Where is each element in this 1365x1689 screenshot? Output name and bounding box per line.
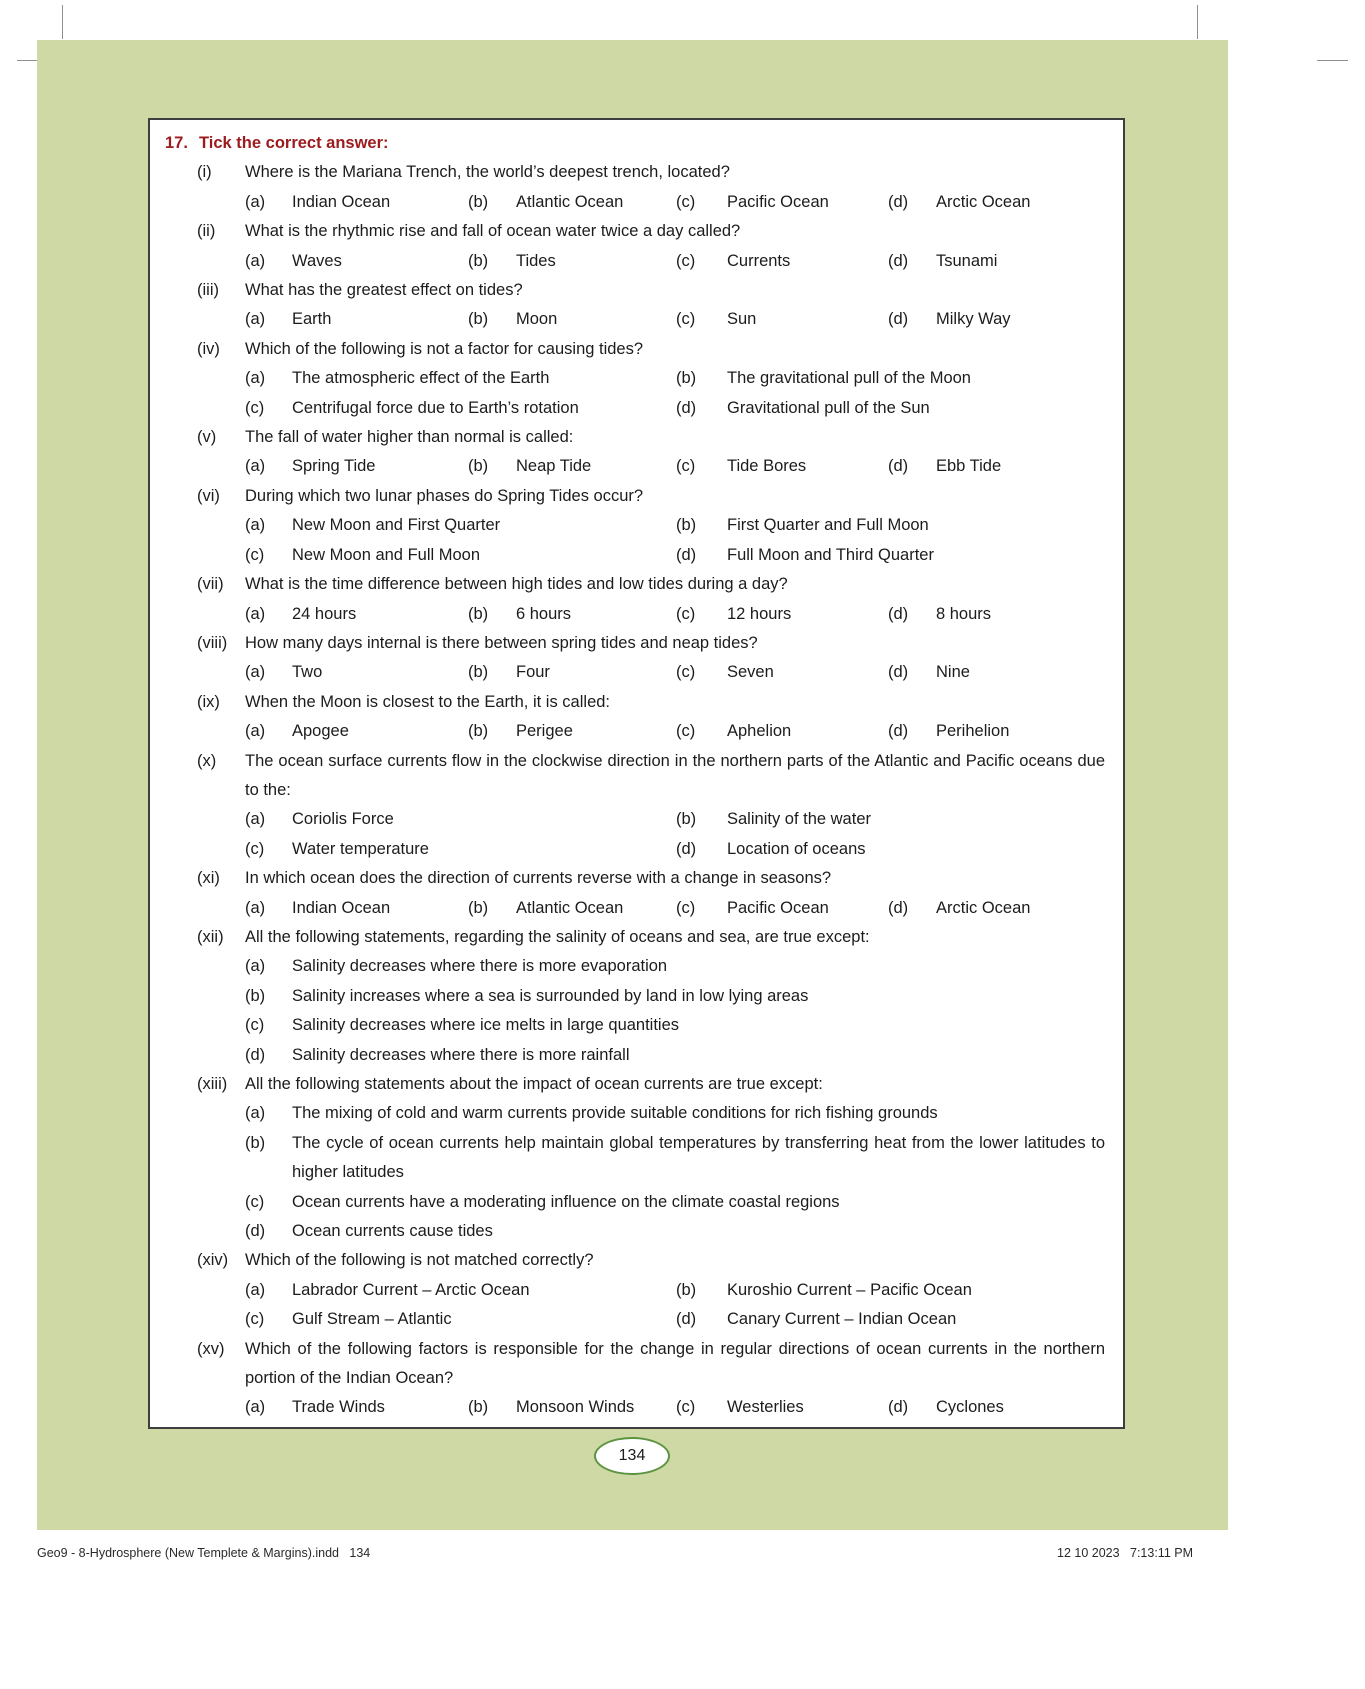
option-letter: (b) [245, 986, 266, 1005]
option-text: Salinity decreases where ice melts in large quantities [292, 1016, 680, 1035]
options [245, 364, 1105, 423]
option-letter: (d) [888, 251, 909, 270]
option-text: Apogee [292, 722, 349, 741]
option-letter: (b) [676, 810, 697, 829]
options [245, 1276, 1105, 1335]
option-letter: (c) [245, 545, 265, 564]
question-number: (i) [197, 163, 212, 182]
option-text: Nine [936, 663, 970, 682]
question-text: What is the time difference between high tides and low tides during a day? [245, 575, 788, 594]
option-text: 12 hours [727, 604, 792, 623]
option-text: Tsunami [936, 251, 998, 270]
option-text: Arctic Ocean [936, 192, 1031, 211]
question-number: (vi) [197, 486, 220, 505]
option-letter: (d) [888, 663, 909, 682]
option-text: Two [292, 663, 323, 682]
option-text: Perihelion [936, 722, 1010, 741]
options [245, 247, 1105, 276]
option-letter: (b) [468, 1398, 489, 1417]
option-letter: (c) [676, 192, 696, 211]
question-number: (xiv) [197, 1251, 229, 1270]
question-text: The ocean surface currents flow in the clockwise direction in the northern parts of the Atlantic and Pacific oceans due to the: [245, 751, 1105, 799]
option-text: Salinity of the water [727, 810, 871, 829]
option-text: Monsoon Winds [516, 1398, 635, 1417]
option-letter: (b) [676, 1280, 697, 1299]
option-letter: (b) [245, 1133, 266, 1152]
option-text: 8 hours [936, 604, 992, 623]
option-letter: (a) [245, 192, 266, 211]
option-text: 24 hours [292, 604, 357, 623]
question-number: (xii) [197, 927, 224, 946]
option-letter: (d) [888, 1398, 909, 1417]
question-text: During which two lunar phases do Spring Tides occur? [245, 486, 644, 505]
option-text: Earth [292, 310, 332, 329]
option-letter: (a) [245, 457, 266, 476]
question-number: (xi) [197, 869, 220, 888]
question-iv [197, 335, 1105, 423]
question-text: All the following statements about the impact of ocean currents are true except: [245, 1075, 823, 1093]
option-letter: (a) [245, 957, 266, 976]
option-text: Waves [292, 251, 342, 270]
options [245, 717, 1105, 746]
option-letter: (d) [676, 839, 697, 858]
option-text: Ocean currents cause tides [292, 1222, 493, 1241]
options [245, 305, 1105, 334]
question-xii [197, 923, 1105, 1070]
question-ii [197, 217, 1105, 276]
question-text: All the following statements, regarding the salinity of oceans and sea, are true except: [245, 927, 870, 946]
question-text: How many days internal is there between spring tides and neap tides? [245, 633, 758, 652]
option-text: Ebb Tide [936, 457, 1002, 476]
option-text: Milky Way [936, 310, 1011, 329]
option-letter: (d) [888, 898, 909, 917]
option-letter: (d) [676, 398, 697, 417]
option-text: Full Moon and Third Quarter [727, 545, 934, 564]
option-letter: (a) [245, 810, 266, 829]
crop-mark-top-left-vertical [62, 5, 63, 39]
option-text: Tide Bores [727, 457, 807, 476]
question-text: The fall of water higher than normal is called: [245, 428, 574, 447]
option-letter: (d) [888, 310, 909, 329]
option-letter: (d) [888, 722, 909, 741]
option-letter: (c) [245, 398, 265, 417]
option-text: Canary Current – Indian Ocean [727, 1310, 957, 1329]
question-number: (viii) [197, 633, 228, 652]
question-xi [197, 864, 1105, 923]
option-text: Salinity decreases where there is more rainfall [292, 1045, 630, 1064]
option-letter: (a) [245, 1104, 266, 1123]
footer-timestamp: 12 10 2023 7:13:11 PM [1057, 1546, 1193, 1560]
question-text: What has the greatest effect on tides? [245, 281, 523, 300]
option-text: Seven [727, 663, 774, 682]
option-text: Water temperature [292, 839, 429, 858]
option-letter: (d) [888, 192, 909, 211]
option-text: Salinity decreases where there is more evaporation [292, 957, 668, 976]
option-letter: (c) [245, 1192, 265, 1211]
option-text: Pacific Ocean [727, 898, 829, 917]
option-letter: (b) [468, 604, 489, 623]
option-letter: (c) [676, 310, 696, 329]
section-header [165, 129, 1123, 158]
option-text: Cyclones [936, 1398, 1004, 1417]
options [245, 658, 1105, 687]
option-text: Perigee [516, 722, 573, 741]
option-text: 6 hours [516, 604, 572, 623]
option-text: Kuroshio Current – Pacific Ocean [727, 1280, 972, 1299]
option-letter: (a) [245, 898, 266, 917]
question-xiii [197, 1070, 1105, 1246]
crop-mark-top-right-horizontal [1317, 60, 1348, 61]
option-text: Indian Ocean [292, 898, 391, 917]
option-letter: (b) [676, 516, 697, 535]
option-text: Atlantic Ocean [516, 898, 624, 917]
option-text: Four [516, 663, 550, 682]
option-text: The mixing of cold and warm currents provide suitable conditions for rich fishing grounds [292, 1104, 938, 1123]
option-text: Gulf Stream – Atlantic [292, 1310, 452, 1329]
options [245, 952, 1105, 1070]
option-text: Tides [516, 251, 556, 270]
options [245, 188, 1105, 217]
option-letter: (a) [245, 604, 266, 623]
question-text: In which ocean does the direction of currents reverse with a change in seasons? [245, 869, 832, 888]
page-number-badge: 134 [594, 1437, 670, 1475]
question-text: Which of the following is not a factor for causing tides? [245, 339, 644, 358]
question-number: (vii) [197, 575, 224, 594]
option-letter: (c) [676, 251, 696, 270]
section-title: Tick the correct answer: [199, 134, 389, 152]
option-letter: (c) [245, 1016, 265, 1035]
question-number: (ii) [197, 222, 216, 241]
question-number: (iii) [197, 281, 219, 300]
question-ix [197, 688, 1105, 747]
option-text: Arctic Ocean [936, 898, 1031, 917]
question-xv [197, 1335, 1105, 1423]
question-number: (ix) [197, 692, 220, 711]
question-text: What is the rhythmic rise and fall of ocean water twice a day called? [245, 222, 741, 241]
question-number: (xiii) [197, 1075, 228, 1093]
option-text: Pacific Ocean [727, 192, 829, 211]
option-letter: (c) [676, 663, 696, 682]
question-text: Where is the Mariana Trench, the world’s deepest trench, located? [245, 163, 730, 182]
options [245, 1393, 1105, 1422]
option-letter: (d) [676, 545, 697, 564]
question-vi [197, 482, 1105, 570]
option-text: The gravitational pull of the Moon [727, 369, 971, 388]
option-text: Coriolis Force [292, 810, 394, 829]
option-letter: (b) [468, 251, 489, 270]
option-text: Ocean currents have a moderating influence on the climate coastal regions [292, 1192, 840, 1211]
options [245, 511, 1105, 570]
option-text: Centrifugal force due to Earth’s rotation [292, 398, 579, 417]
option-letter: (d) [888, 457, 909, 476]
option-text: Indian Ocean [292, 192, 391, 211]
question-list [150, 158, 1123, 1422]
option-letter: (b) [468, 457, 489, 476]
page-footer [37, 1546, 1193, 1560]
options [245, 600, 1105, 629]
option-text: Trade Winds [292, 1398, 385, 1417]
question-number: (iv) [197, 339, 220, 358]
question-text: Which of the following is not matched correctly? [245, 1251, 594, 1270]
option-letter: (d) [888, 604, 909, 623]
page-background-panel [37, 40, 1228, 1530]
option-text: Atlantic Ocean [516, 192, 624, 211]
option-text: Labrador Current – Arctic Ocean [292, 1280, 530, 1299]
option-letter: (c) [676, 604, 696, 623]
option-letter: (a) [245, 251, 266, 270]
option-text: Gravitational pull of the Sun [727, 398, 930, 417]
option-letter: (b) [676, 369, 697, 388]
question-i [197, 158, 1105, 217]
option-text: Sun [727, 310, 757, 329]
option-letter: (c) [245, 839, 265, 858]
option-text: New Moon and Full Moon [292, 545, 481, 564]
option-letter: (a) [245, 369, 266, 388]
options [245, 894, 1105, 923]
option-letter: (c) [245, 1310, 265, 1329]
option-letter: (a) [245, 516, 266, 535]
option-text: Neap Tide [516, 457, 592, 476]
question-number: (xv) [197, 1339, 225, 1358]
question-iii [197, 276, 1105, 335]
option-letter: (d) [245, 1222, 266, 1241]
option-text: First Quarter and Full Moon [727, 516, 929, 535]
option-text: Spring Tide [292, 457, 376, 476]
option-letter: (a) [245, 663, 266, 682]
option-text: Salinity increases where a sea is surrounded by land in low lying areas [292, 986, 809, 1005]
content-box [148, 118, 1125, 1429]
option-letter: (c) [676, 898, 696, 917]
option-text: The cycle of ocean currents help maintain global temperatures by transferring heat from the lower latitudes to higher latitudes [292, 1133, 1105, 1182]
option-letter: (b) [468, 898, 489, 917]
option-letter: (a) [245, 310, 266, 329]
option-letter: (b) [468, 310, 489, 329]
option-text: Aphelion [727, 722, 792, 741]
option-letter: (d) [245, 1045, 266, 1064]
option-letter: (c) [676, 722, 696, 741]
question-vii [197, 570, 1105, 629]
option-text: Moon [516, 310, 558, 329]
question-number: (x) [197, 751, 217, 770]
option-letter: (c) [676, 457, 696, 476]
options [245, 1099, 1105, 1246]
question-x [197, 747, 1105, 865]
option-text: Currents [727, 251, 791, 270]
option-text: New Moon and First Quarter [292, 516, 501, 535]
option-text: Westerlies [727, 1398, 804, 1417]
options [245, 805, 1105, 864]
question-viii [197, 629, 1105, 688]
option-letter: (a) [245, 1398, 266, 1417]
option-letter: (a) [245, 722, 266, 741]
question-v [197, 423, 1105, 482]
option-text: The atmospheric effect of the Earth [292, 369, 550, 388]
section-number: 17. [165, 134, 188, 152]
option-letter: (b) [468, 722, 489, 741]
question-number: (v) [197, 428, 217, 447]
option-letter: (b) [468, 663, 489, 682]
question-text: Which of the following factors is responsible for the change in regular directions of ocean currents in the northern portion of the Indian Ocean? [245, 1339, 1105, 1388]
crop-mark-top-right-vertical [1197, 5, 1198, 39]
option-letter: (b) [468, 192, 489, 211]
footer-file-name: Geo9 - 8-Hydrosphere (New Templete & Margins).indd 134 [37, 1546, 371, 1560]
option-letter: (d) [676, 1310, 697, 1329]
option-text: Location of oceans [727, 839, 866, 858]
question-xiv [197, 1246, 1105, 1334]
option-letter: (a) [245, 1280, 266, 1299]
question-text: When the Moon is closest to the Earth, it is called: [245, 692, 611, 711]
option-letter: (c) [676, 1398, 696, 1417]
options [245, 452, 1105, 481]
